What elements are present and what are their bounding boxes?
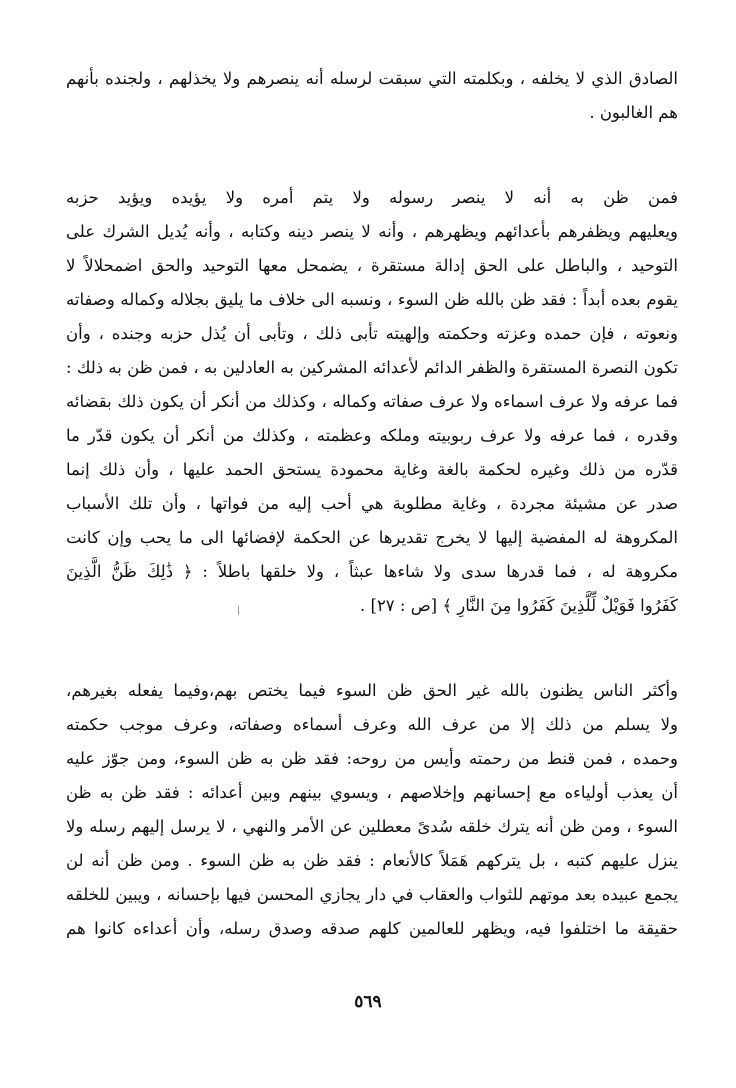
page-number: ٥٦٩	[354, 992, 382, 1012]
text-line: حقيقة ما اختلفوا فيه، ويظهر للعالمين كلهم صدقه وصدق رسله، وأن أعداءه كانوا هم	[66, 919, 678, 938]
paragraph-2	[66, 181, 678, 623]
paragraph-1	[66, 62, 678, 130]
text-line: يقوم بعده أبداً : فقد ظن بالله ظن السوء ، ونسبه الى خلاف ما يليق بجلاله وكماله وصفاته	[66, 290, 678, 309]
text-line: ويعليهم ويظفرهم بأعدائهم ويظهرهم ، وأنه لا ينصر دينه وكتابه ، وأنه يُديل الشرك على	[66, 222, 678, 241]
text-line: ينزل عليهم كتبه ، بل يتركهم هَمَلاً كالأنعام : فقد ظن به ظن السوء . ومن ظن أنه لن	[66, 851, 678, 870]
quran-verse-line: كَفَرُوا فَوَيْلٌ لِّلَّذِينَ كَفَرُوا مِنَ النَّارِ ﴾ [ص : ٢٧] .	[360, 596, 678, 615]
scan-speck	[238, 606, 239, 615]
text-line: الصادق الذي لا يخلفه ، وبكلمته التي سبقت لرسله أنه ينصرهم ولا يخذلهم ، ولجنده بأنهم	[66, 69, 678, 88]
text-line: قدّره من ذلك وغيره لحكمة بالغة وغاية محمودة يستحق الحمد عليها ، وأن ذلك إنما	[66, 460, 678, 479]
text-line: تكون النصرة المستقرة والظفر الدائم لأعدائه المشركين به العادلين به ، فمن ظن به ذلك :	[66, 358, 678, 377]
text-line: فمن ظن به أنه لا ينصر رسوله ولا يتم أمره ولا يؤيده ويؤيد حزبه	[66, 188, 678, 207]
text-line: هم الغالبون .	[589, 103, 678, 122]
text-line: ولا يسلم من ذلك إلا من عرف الله وعرف أسماءه وصفاته، وعرف موجب حكمته	[66, 715, 678, 734]
text-line: السوء ، ومن ظن أنه يترك خلقه سُدىً معطلين عن الأمر والنهي ، لا يرسل إليهم رسله ولا	[66, 817, 678, 836]
paragraph-3	[66, 674, 678, 946]
text-line: وقدره ، فما عرفه ولا عرف ربوبيته وملكه وعظمته ، وكذلك من أنكر أن يكون قدّر ما	[66, 426, 678, 445]
text-line: فما عرفه ولا عرف اسماءه ولا عرف صفاته وكماله ، وكذلك من أنكر أن يكون ذلك بقضائه	[66, 392, 678, 411]
text-line: وأكثر الناس يظنون بالله غير الحق ظن السوء فيما يختص بهم،وفيما يفعله بغيرهم،	[66, 681, 678, 700]
text-line: وحمده ، فمن قنط من رحمته وأيس من روحه: فقد ظن به ظن السوء، ومن جوّز عليه	[66, 749, 678, 768]
text-line: صدر عن مشيئة مجردة ، وغاية مطلوبة هي أحب إليه من فواتها ، وأن تلك الأسباب	[66, 494, 678, 513]
text-line: مكروهة له ، فما قدرها سدى ولا شاءها عبثاً ، ولا خلقها باطلاً : ﴿ ذَٰلِكَ ظَنُّ الَّذِينَ	[66, 562, 678, 581]
text-line: المكروهة له المفضية إليها لا يخرج تقديرها عن الحكمة لإفضائها الى ما يحب وإن كانت	[66, 528, 678, 547]
text-line: التوحيد ، والباطل على الحق إدالة مستقرة ، يضمحل معها التوحيد والحق اضمحلالاً لا	[66, 256, 678, 275]
text-line: ونعوته ، فإن حمده وعزته وحكمته وإلهيته تأبى ذلك ، وتأبى أن يُذل حزبه وجنده ، وأن	[66, 324, 678, 343]
text-line: أن يعذب أولياءه مع إحسانهم وإخلاصهم ، ويسوي بينهم وبين أعدائه : فقد ظن به ظن	[66, 783, 678, 802]
text-line: يجمع عبيده بعد موتهم للثواب والعقاب في دار يجازي المحسن فيها بإحسانه ، ويبين للخلقه	[66, 885, 678, 904]
